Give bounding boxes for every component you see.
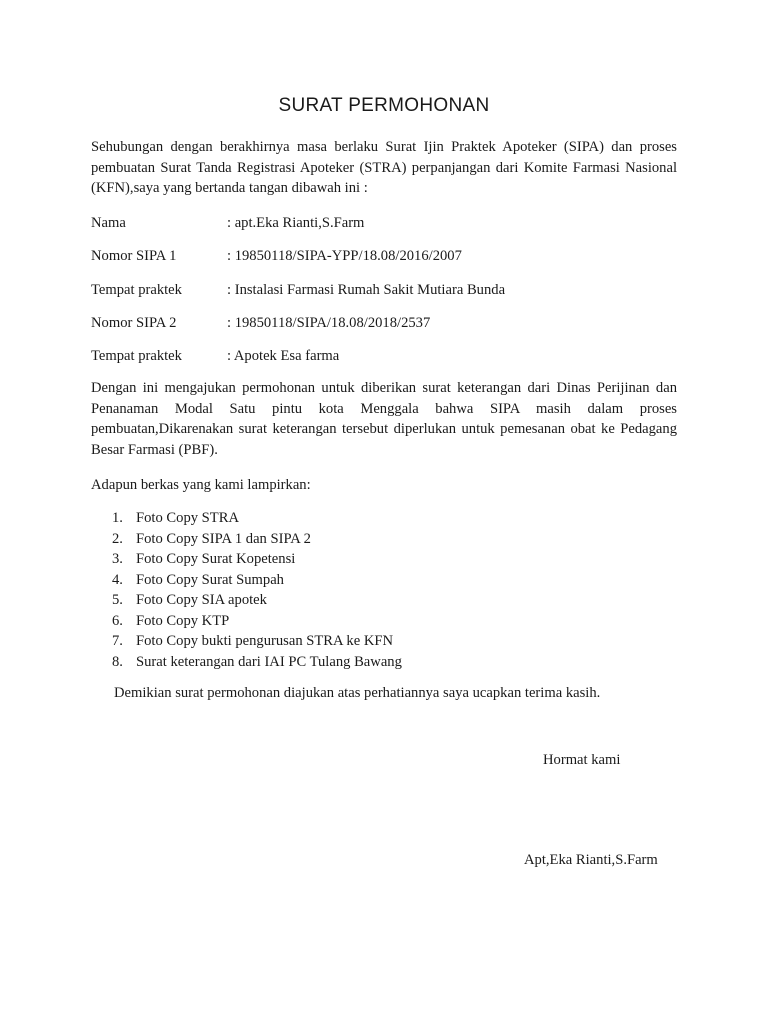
list-text: Foto Copy Surat Sumpah (136, 571, 284, 588)
list-text: Foto Copy SIA apotek (136, 592, 267, 608)
field-label: Nomor SIPA 2 (91, 315, 177, 331)
document-title: SURAT PERMOHONAN (278, 95, 490, 116)
list-item (112, 549, 672, 570)
field-label: Nama (91, 215, 126, 231)
list-item (112, 570, 672, 591)
list-item (112, 652, 672, 673)
attachments-list (112, 508, 672, 672)
field-value: : apt.Eka Rianti,S.Farm (227, 215, 365, 231)
list-text: Foto Copy SIPA 1 dan SIPA 2 (136, 530, 311, 547)
field-label: Tempat praktek (91, 348, 182, 364)
closing-sentence: Demikian surat permohonan diajukan atas perhatiannya saya ucapkan terima kasih. (114, 685, 601, 701)
list-number: 1. (112, 510, 123, 526)
list-number: 4. (112, 571, 123, 588)
list-number: 2. (112, 530, 123, 547)
list-text: Foto Copy bukti pengurusan STRA ke KFN (136, 633, 394, 649)
request-paragraph: Dengan ini mengajukan permohonan untuk diberikan surat keterangan dari Dinas Perijinan dan Penanaman Modal Satu pintu kota Menggala bahwa SIPA masih dalam proses pembuatan,Dikarenakan surat keterangan tersebut diperlukan untuk pemesanan obat ke Pedagang Besar Farmasi (PBF). (91, 380, 677, 458)
field-value: : Apotek Esa farma (227, 348, 340, 364)
field-label: Tempat praktek (91, 282, 182, 298)
list-text: Foto Copy KTP (136, 612, 230, 629)
list-item (112, 611, 672, 632)
list-text: Surat keterangan dari IAI PC Tulang Bawang (136, 653, 402, 670)
intro-paragraph: Sehubungan dengan berakhirnya masa berlaku Surat Ijin Praktek Apoteker (SIPA) dan proses pembuatan Surat Tanda Registrasi Apoteker (STRA) perpanjangan dari Komite Farmasi Nasional (KFN),saya yang bertanda tangan dibawah ini : (91, 139, 677, 196)
field-value: : 19850118/SIPA-YPP/18.08/2016/2007 (227, 248, 462, 264)
list-number: 3. (112, 551, 123, 567)
attachments-intro: Adapun berkas yang kami lampirkan: (91, 477, 311, 493)
field-label: Nomor SIPA 1 (91, 248, 177, 264)
field-value: : 19850118/SIPA/18.08/2018/2537 (227, 315, 431, 331)
list-number: 6. (112, 612, 123, 629)
list-number: 5. (112, 592, 123, 608)
list-item (112, 508, 672, 529)
list-item (112, 631, 672, 652)
signer-name: Apt,Eka Rianti,S.Farm (524, 852, 658, 868)
list-item (112, 590, 672, 611)
list-number: 7. (112, 633, 123, 649)
field-value: : Instalasi Farmasi Rumah Sakit Mutiara Bunda (227, 282, 506, 298)
list-number: 8. (112, 653, 123, 670)
list-text: Foto Copy Surat Kopetensi (136, 551, 296, 567)
list-item (112, 529, 672, 550)
salutation: Hormat kami (543, 752, 621, 768)
list-text: Foto Copy STRA (136, 510, 239, 526)
